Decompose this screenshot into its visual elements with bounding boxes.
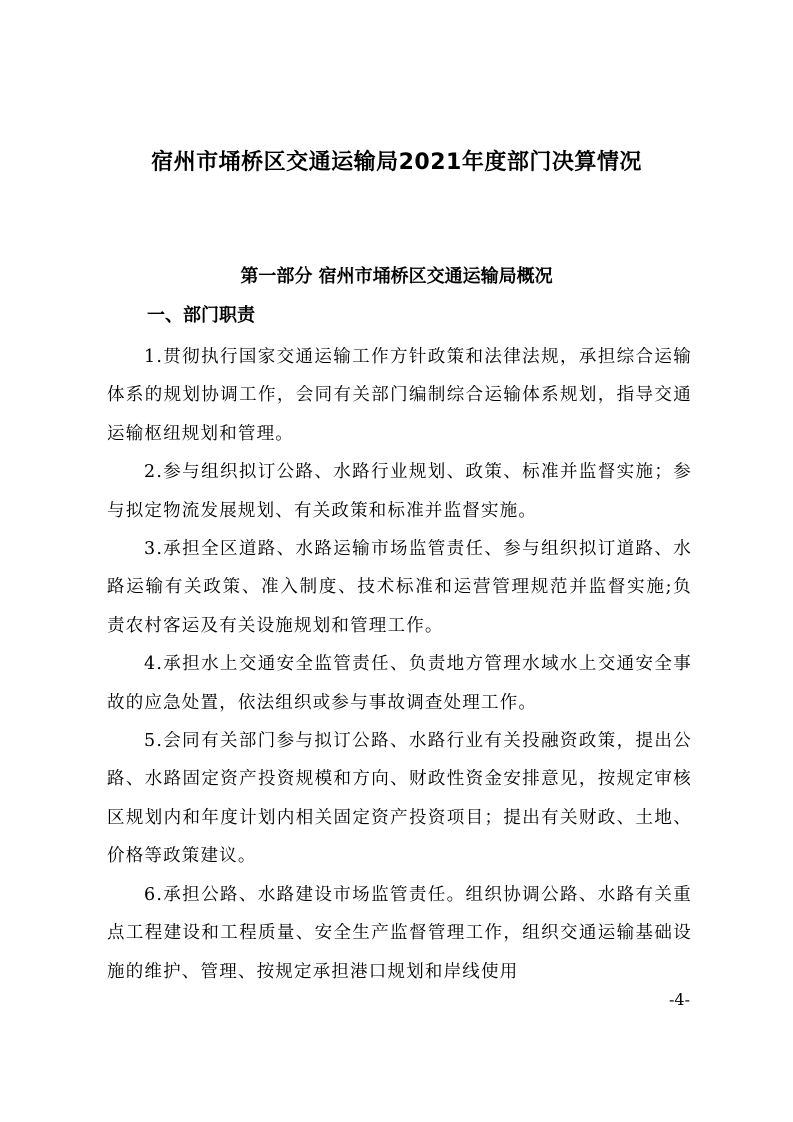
paragraph-3: 3.承担全区道路、水路运输市场监管责任、参与组织拟订道路、水路运输有关政策、准入制度、技术标准和运营管理规范并监督实施;负责农村客运及有关设施规划和管理工作。 [107, 539, 692, 636]
part-heading-suffix: 概况 [516, 266, 553, 287]
paragraph-5: 5.会同有关部门参与拟订公路、水路行业有关投融资政策，提出公路、水路固定资产投资规模和方向、财政性资金安排意见，按规定审核区规划内和年度计划内相关固定资产投资项目；提出有关财政、土地、价格等政策建议。 [107, 731, 692, 867]
paragraph-6: 6.承担公路、水路建设市场监管责任。组织协调公路、水路有关重点工程建设和工程质量、安全生产监督管理工作，组织交通运输基础设施的维护、管理、按规定承担港口规划和岸线使用 [107, 884, 692, 982]
document-title: 宿州市埇桥区交通运输局2021年度部门决算情况 [151, 150, 642, 175]
part-heading [0, 263, 793, 291]
page-number: -4- [669, 990, 690, 1009]
paragraph-1: 1.贯彻执行国家交通运输工作方针政策和法律法规，承担综合运输体系的规划协调工作，会同有关部门编制综合运输体系规划，指导交通运输枢纽规划和管理。 [107, 347, 692, 444]
paragraph-4: 4.承担水上交通安全监管责任、负责地方管理水域水上交通安全事故的应急处置，依法组织或参与事故调查处理工作。 [107, 654, 692, 713]
part-heading-emphasis: 交通运输局 [426, 266, 517, 287]
paragraph-2: 2.参与组织拟订公路、水路行业规划、政策、标准并监督实施；参与拟定物流发展规划、有关政策和标准并监督实施。 [107, 462, 692, 521]
section-heading: 一、部门职责 [147, 305, 255, 326]
part-heading-prefix: 第一部分 宿州市埇桥区 [240, 266, 427, 287]
document-body [107, 338, 692, 991]
